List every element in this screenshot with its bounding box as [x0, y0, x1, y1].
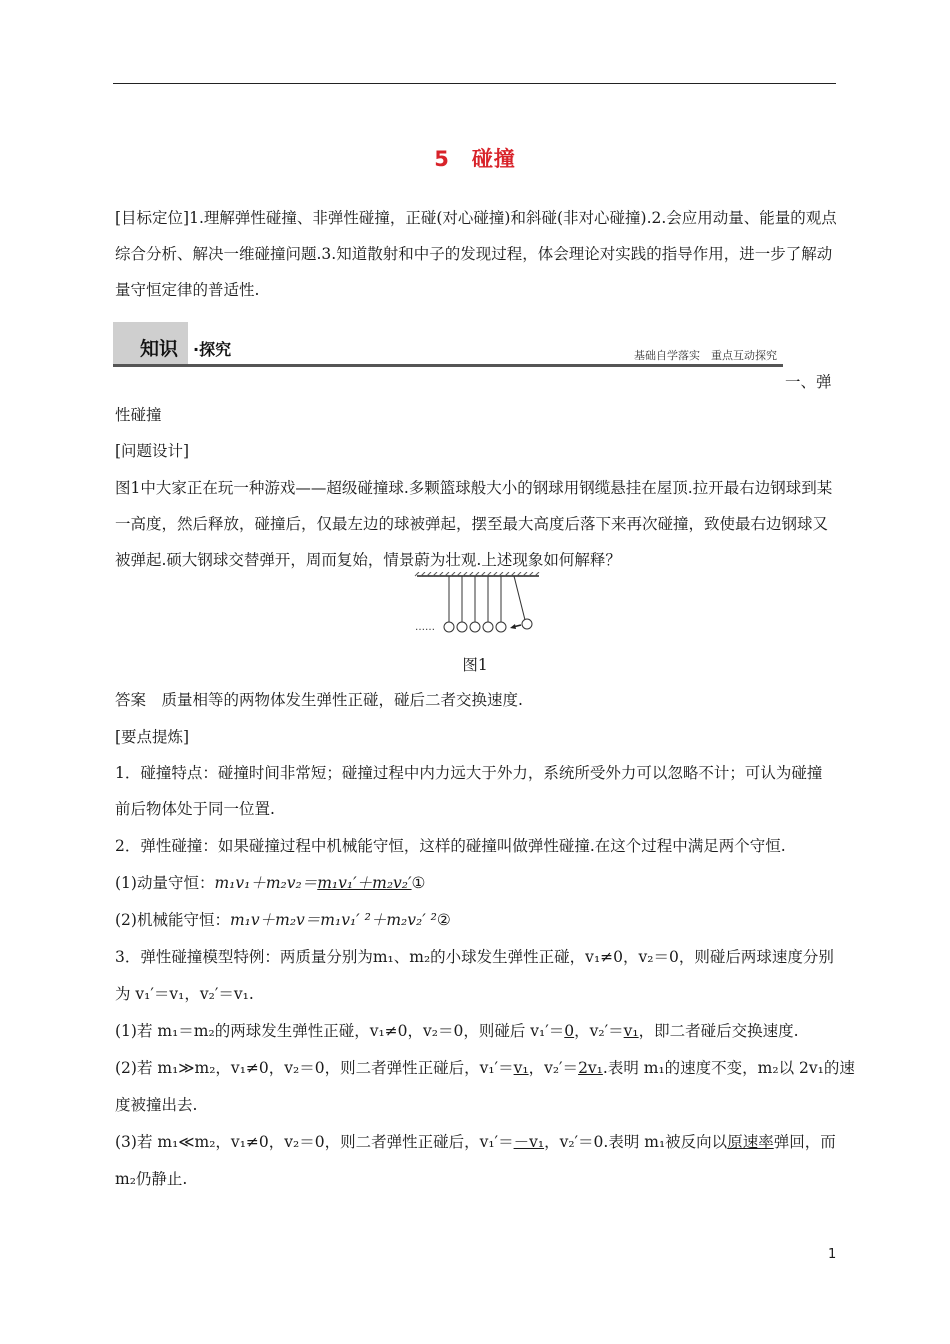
case-2-text-b: ，v₂′＝ — [528, 1059, 579, 1077]
points-label: [要点提炼] — [115, 728, 190, 746]
case-1-text-a: (1)若 m₁＝m₂的两球发生弹性正碰，v₁≠0，v₂＝0，则碰后 v₁′＝ — [115, 1022, 565, 1040]
point-1: 1．碰撞特点：碰撞时间非常短；碰撞过程中内力远大于外力，系统所受外力可以忽略不计；可认为碰撞前后物体处于同一位置. — [115, 764, 823, 818]
case-3-answer-1: －v₁ — [513, 1133, 545, 1151]
newton-cradle-figure — [413, 572, 543, 638]
case-2-answer-1: v₁ — [513, 1059, 529, 1077]
answer-text: 答案 质量相等的两物体发生弹性正碰，碰后二者交换速度. — [115, 691, 523, 709]
case-3-answer-2: 原速率 — [727, 1133, 774, 1151]
point-2a-mark: ① — [411, 874, 426, 892]
case-3-text-a: (3)若 m₁≪m₂，v₁≠0，v₂＝0，则二者弹性正碰后，v₁′＝ — [115, 1133, 514, 1151]
case-2 — [115, 1058, 855, 1078]
case-1-text-c: ，即二者碰后交换速度. — [638, 1022, 799, 1040]
header-rule — [113, 83, 836, 84]
question-label: [问题设计] — [115, 442, 190, 460]
objectives-paragraph: [目标定位]1.理解弹性碰撞、非弹性碰撞，正碰(对心碰撞)和斜碰(非对心碰撞).2.会应用动量、能量的观点综合分析、解决一维碰撞问题.3.知道散射和中子的发现过程，体会理论对实践的指导作用，进一步了解动量守恒定律的普适性. — [115, 209, 837, 299]
section-banner — [113, 322, 839, 367]
case-1-answer-1: 0 — [564, 1022, 575, 1040]
point-2a-formula-a: m₁v₁＋m₂v₂＝ — [214, 874, 318, 892]
point-2a — [115, 873, 425, 893]
point-2a-prefix: (1)动量守恒： — [115, 874, 215, 892]
case-2-text-a: (2)若 m₁≫m₂，v₁≠0，v₂＝0，则二者弹性正碰后，v₁′＝ — [115, 1059, 514, 1077]
point-2: 2．弹性碰撞：如果碰撞过程中机械能守恒，这样的碰撞叫做弹性碰撞.在这个过程中满足两个守恒. — [115, 837, 786, 855]
case-3 — [115, 1132, 836, 1152]
point-3-line-1: 3．弹性碰撞模型特例：两质量分别为m₁、m₂的小球发生弹性正碰，v₁≠0，v₂＝0，则碰后两球速度分别 — [115, 948, 834, 966]
section-heading-part2: 性碰撞 — [115, 406, 162, 424]
banner-main-label: 知识 — [140, 338, 179, 360]
point-2b-mark: ② — [436, 911, 451, 929]
point-2b-formula: m₁v＋m₂v＝m₁v₁′ ²＋m₂v₂′ ² — [229, 911, 437, 929]
figure-caption: 图1 — [462, 656, 488, 674]
page-title — [0, 143, 950, 173]
case-1-text-b: ，v₂′＝ — [574, 1022, 624, 1040]
title-text: 碰撞 — [471, 147, 516, 171]
case-1 — [115, 1021, 799, 1041]
page-number: 1 — [828, 1247, 837, 1262]
point-2a-formula-b: m₁v₁′＋m₂v₂′ — [317, 874, 412, 892]
banner-sub-label: ·探究 — [193, 340, 232, 359]
banner-rule — [113, 364, 783, 367]
case-2-line-2: 度被撞出去. — [115, 1096, 198, 1114]
figure-dots: …… — [415, 622, 435, 633]
case-2-answer-2: 2v₁ — [578, 1059, 603, 1077]
section-heading-part1: 一、弹 — [785, 373, 832, 391]
case-1-answer-2: v₁ — [623, 1022, 639, 1040]
banner-right-label: 基础自学落实 重点互动探究 — [634, 349, 777, 362]
point-3-line-2: 为 v₁′＝v₁，v₂′＝v₁. — [115, 985, 254, 1003]
case-3-line-2: m₂仍静止. — [115, 1170, 188, 1188]
case-3-text-c: 弹回，而 — [773, 1133, 836, 1151]
question-text: 图1中大家正在玩一种游戏——超级碰撞球.多颗篮球般大小的钢球用钢缆悬挂在屋顶.拉开最右边钢球到某一高度，然后释放，碰撞后，仅最左边的球被弹起，摆至最大高度后落下来再次碰撞，致使最右边钢球又被弹起.硕大钢球交替弹开，周而复始，情景蔚为壮观.上述现象如何解释？ — [115, 479, 833, 569]
case-2-text-c: .表明 m₁的速度不变，m₂以 2v₁的速 — [602, 1059, 855, 1077]
title-number: 5 — [434, 147, 450, 171]
case-3-text-b: ，v₂′＝0.表明 m₁被反向以 — [544, 1133, 728, 1151]
point-2b — [115, 910, 451, 930]
point-2b-prefix: (2)机械能守恒： — [115, 911, 230, 929]
